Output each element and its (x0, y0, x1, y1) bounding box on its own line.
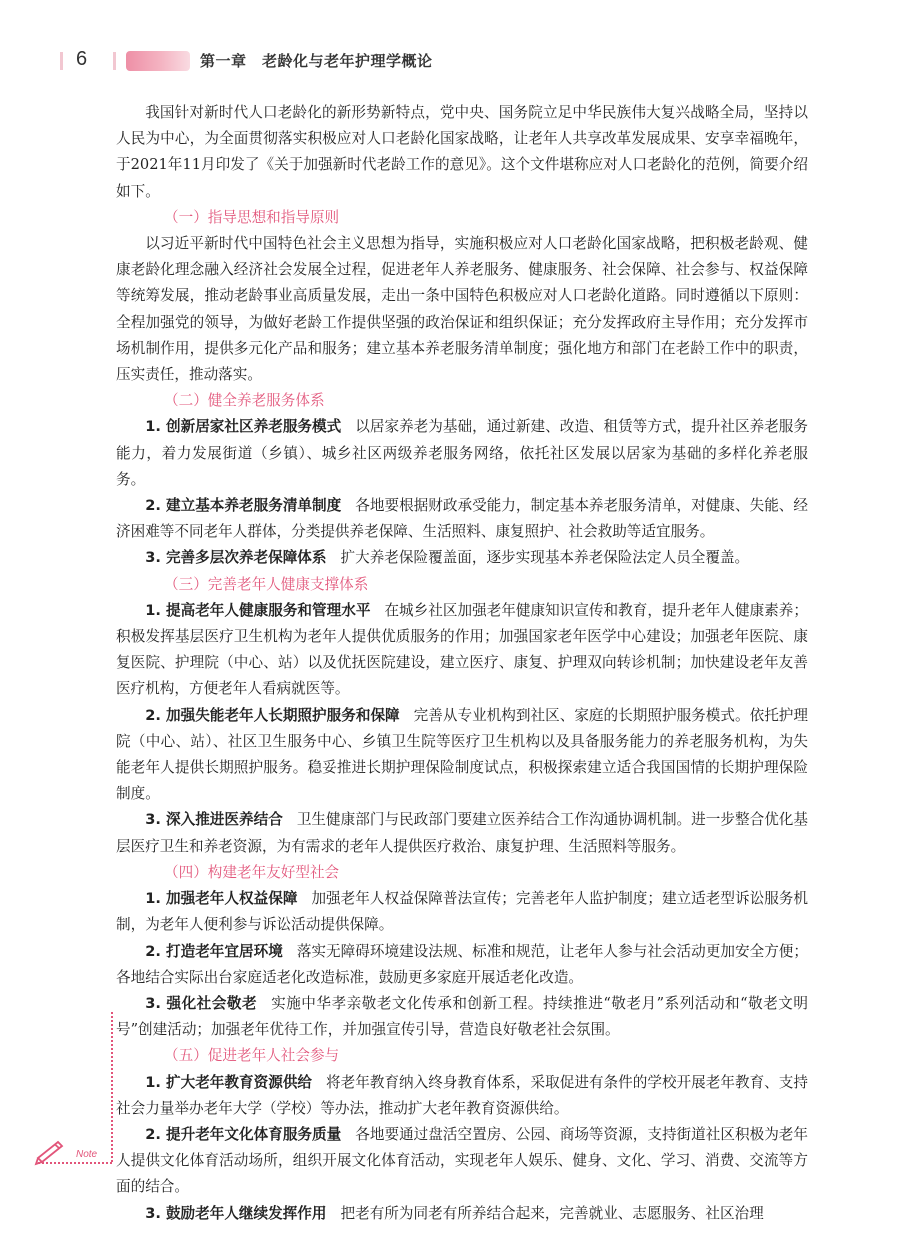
item-text: 将老年教育纳入终身教育体系，采取促进有条件的学校开展老年教育、支持社会力量举办老年大学（学校）等办法，推动扩大老年教育资源供给。 (116, 1073, 808, 1117)
item-text: 以居家养老为基础，通过新建、改造、租赁等方式，提升社区养老服务能力，着力发展街道（乡镇）、城乡社区两级养老服务网络，依托社区发展以居家为基础的多样化养老服务。 (116, 418, 808, 488)
section-heading: （一）指导思想和指导原则 (164, 208, 340, 226)
header-pill (126, 51, 190, 71)
section-heading: （三）完善老年人健康支撑体系 (164, 575, 369, 593)
page-number: 6 (76, 48, 88, 70)
body-paragraph (116, 545, 808, 571)
intro-paragraph: 我国针对新时代人口老龄化的新形势新特点，党中央、国务院立足中华民族伟大复兴战略全局，坚持以人民为中心，为全面贯彻落实积极应对人口老龄化国家战略，让老年人共享改革发展成果、安享幸福晚年，于2021年11月印发了《关于加强新时代老龄工作的意见》。这个文件堪称应对人口老龄化的范例，简要介绍如下。 (116, 104, 808, 200)
body-paragraph (116, 414, 808, 493)
body-paragraph (116, 939, 808, 991)
item-title: 2. 建立基本养老服务清单制度 (145, 497, 342, 515)
item-title: 2. 加强失能老年人长期照护服务和保障 (145, 706, 400, 724)
body-paragraph (116, 703, 808, 808)
section-heading: （二）健全养老服务体系 (164, 392, 325, 410)
item-text: 各地要通过盘活空置房、公园、商场等资源，支持街道社区积极为老年人提供文化体育活动场所，组织开展文化体育活动，实现老年人娱乐、健身、文化、学习、消费、交流等方面的结合。 (116, 1125, 808, 1196)
item-title: 1. 加强老年人权益保障 (145, 890, 298, 908)
item-text: 各地要根据财政承受能力，制定基本养老服务清单，对健康、失能、经济困难等不同老年人群体，分类提供养老保障、生活照料、康复照护、社会救助等适宜服务。 (116, 497, 808, 541)
section-heading: （五）促进老年人社会参与 (164, 1047, 340, 1065)
body-paragraph (116, 598, 808, 703)
header-bar-right (113, 52, 116, 70)
item-text: 完善从专业机构到社区、家庭的长期照护服务模式。依托护理院（中心、站）、社区卫生服务中心、乡镇卫生院等医疗卫生机构以及具备服务能力的养老服务机构，为失能老年人提供长期照护服务。稳妥推进长期护理保险制度试点，积极探索建立适合我国国情的长期护理保险制度。 (116, 706, 808, 803)
item-text: 在城乡社区加强老年健康知识宣传和教育，提升老年人健康素养；积极发挥基层医疗卫生机构为老年人提供优质服务的作用；加强国家老年医学中心建设；加强老年医院、康复医院、护理院（中心、站）以及优抚医院建设，建立医疗、康复、护理双向转诊机制；加快建设老年友善医疗机构，方便老年人看病就医等。 (116, 601, 808, 698)
item-text: 扩大养老保险覆盖面，逐步实现基本养老保险法定人员全覆盖。 (340, 549, 750, 567)
body-paragraph (116, 886, 808, 938)
body-paragraph (116, 991, 808, 1043)
item-text: 实施中华孝亲敬老文化传承和创新工程。持续推进“敬老月”系列活动和“敬老文明号”创建活动；加强老年优待工作，并加强宣传引导，营造良好敬老社会氛围。 (116, 994, 808, 1039)
item-text: 落实无障碍环境建设法规、标准和规范，让老年人参与社会活动更加安全方便；各地结合实际出台家庭适老化改造标准，鼓励更多家庭开展适老化改造。 (116, 942, 808, 986)
item-text: 以习近平新时代中国特色社会主义思想为指导，实施积极应对人口老龄化国家战略，把积极老龄观、健康老龄化理念融入经济社会发展全过程，促进老年人养老服务、健康服务、社会保障、社会参与、权益保障等统筹发展，推动老龄事业高质量发展，走出一条中国特色积极应对人口老龄化道路。同时遵循以下原则：全程加强党的领导，为做好老龄工作提供坚强的政治保证和组织保证；充分发挥政府主导作用；充分发挥市场机制作用，提供多元化产品和服务；建立基本养老服务清单制度；强化地方和部门在老龄工作中的职责，压实责任，推动落实。 (116, 235, 808, 384)
header-bar-left (60, 52, 63, 70)
note-marker (34, 1136, 114, 1170)
item-title: 1. 扩大老年教育资源供给 (145, 1073, 313, 1091)
body-paragraph (116, 1070, 808, 1122)
note-dotted-line (38, 1162, 112, 1164)
body-paragraph (116, 231, 808, 388)
item-text: 把老有所为同老有所养结合起来，完善就业、志愿服务、社区治理 (340, 1204, 764, 1222)
section-heading: （四）构建老年友好型社会 (164, 863, 340, 881)
chapter-title: 第一章 老龄化与老年护理学概论 (200, 52, 433, 70)
item-title: 3. 完善多层次养老保障体系 (145, 549, 327, 567)
item-text: 加强老年人权益保障普法宣传；完善老年人监护制度；建立适老型诉讼服务机制，为老年人便利参与诉讼活动提供保障。 (116, 890, 808, 934)
sections-container (116, 205, 808, 1227)
page-body (116, 100, 808, 1227)
body-paragraph (116, 493, 808, 545)
body-paragraph (116, 807, 808, 859)
item-title: 3. 鼓励老年人继续发挥作用 (145, 1204, 327, 1222)
item-title: 1. 提高老年人健康服务和管理水平 (145, 601, 371, 619)
item-title: 2. 提升老年文化体育服务质量 (145, 1125, 342, 1143)
body-paragraph (116, 1122, 808, 1201)
item-text: 卫生健康部门与民政部门要建立医养结合工作沟通协调机制。进一步整合优化基层医疗卫生和养老资源，为有需求的老年人提供医疗救治、康复护理、生活照料等服务。 (116, 811, 808, 855)
item-title: 1. 创新居家社区养老服务模式 (145, 418, 342, 436)
note-label: Note (76, 1149, 98, 1160)
item-title: 3. 深入推进医养结合 (145, 811, 283, 829)
page-header (0, 46, 900, 76)
item-title: 3. 强化社会敬老 (145, 994, 258, 1012)
body-paragraph (116, 1201, 808, 1227)
item-title: 2. 打造老年宜居环境 (145, 942, 283, 960)
